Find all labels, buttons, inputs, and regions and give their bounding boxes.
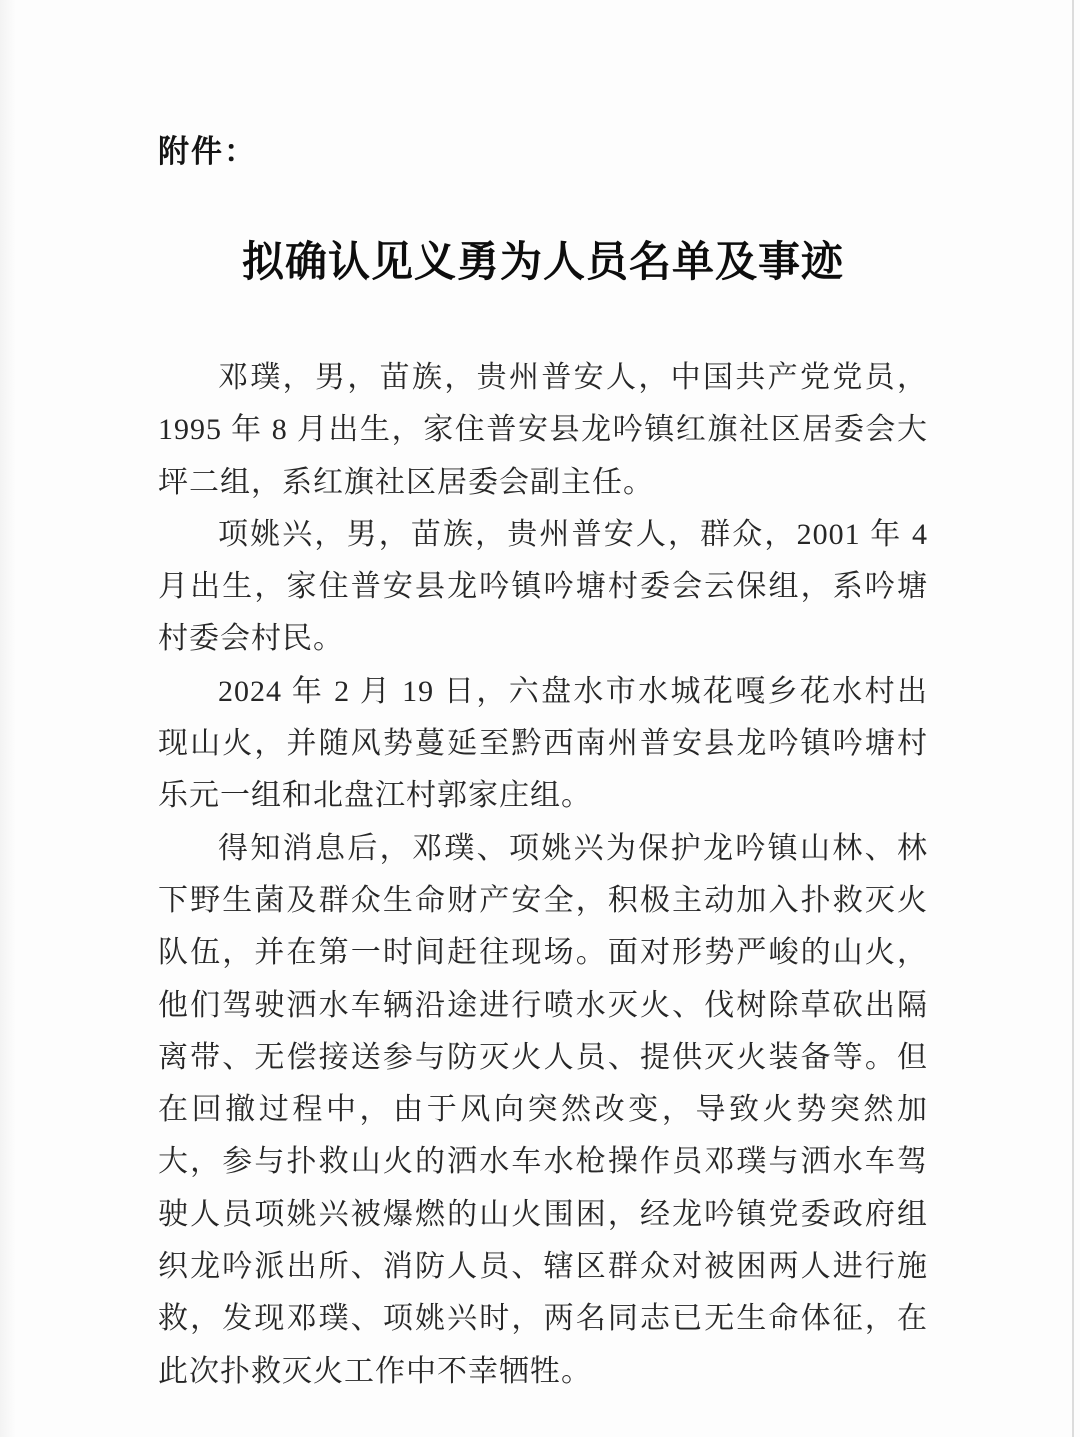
document-title: 拟确认见义勇为人员名单及事迹 [241,240,844,286]
body-paragraph: 邓璞，男，苗族，贵州普安人，中国共产党党员，1995 年 8 月出生，家住普安县龙吟镇红旗社区居委会大坪二组，系红旗社区居委会副主任。 [158,361,928,499]
attachment-label: 附件： [158,134,257,169]
scan-edge-line [1072,0,1074,1437]
body-paragraph: 2024 年 2 月 19 日，六盘水市水城花嘎乡花水村出现山火，并随风势蔓延至黔西南州普安县龙吟镇吟塘村乐元一组和北盘江村郭家庄组。 [158,674,928,813]
document-body [158,352,928,1398]
body-paragraph: 得知消息后，邓璞、项姚兴为保护龙吟镇山林、林下野生菌及群众生命财产安全，积极主动加入扑救灭火队伍，并在第一时间赶往现场。面对形势严峻的山火，他们驾驶洒水车辆沿途进行喷水灭火、伐树除草砍出隔离带、无偿接送参与防灭火人员、提供灭火装备等。但在回撤过程中，由于风向突然改变，导致火势突然加大，参与扑救山火的洒水车水枪操作员邓璞与洒水车驾驶人员项姚兴被爆燃的山火围困，经龙吟镇党委政府组织龙吟派出所、消防人员、辖区群众对被困两人进行施救，发现邓璞、项姚兴时，两名同志已无生命体征，在此次扑救灭火工作中不幸牺牲。 [158,831,928,1388]
body-paragraph: 项姚兴，男，苗族，贵州普安人，群众，2001 年 4 月出生，家住普安县龙吟镇吟塘村委会云保组，系吟塘村委会村民。 [158,517,928,656]
document-content [158,0,928,1398]
